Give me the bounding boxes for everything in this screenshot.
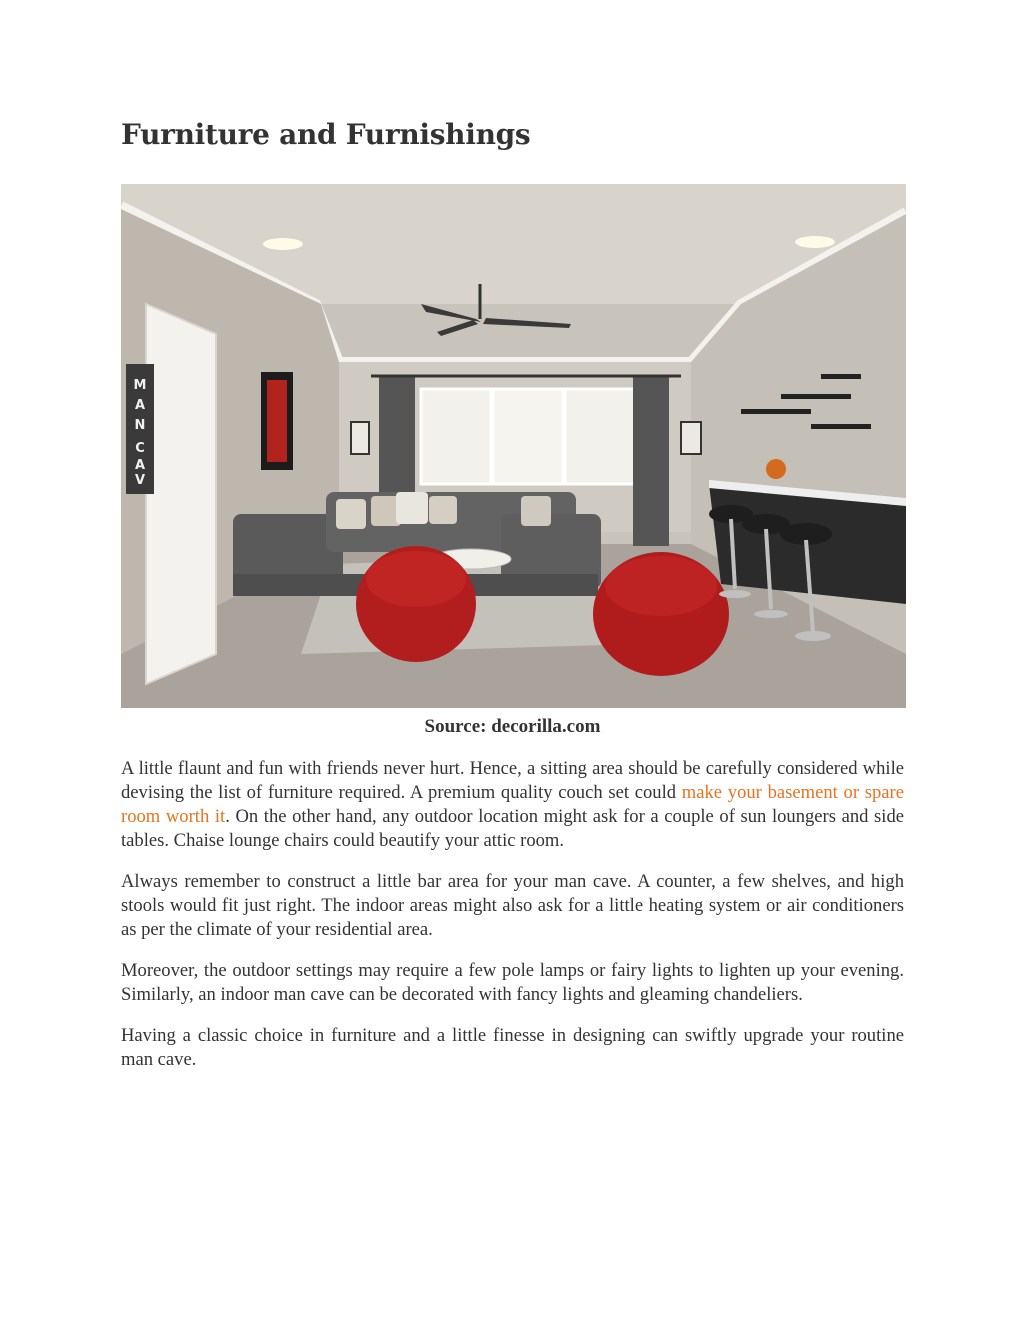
svg-text:V: V [134,473,146,488]
man-cave-photo [121,184,906,708]
paragraph-2: Always remember to construct a little bar area for your man cave. A counter, a few shelves, and high stools would fit just right. The indoor areas might also ask for a little heating system or air conditioners as per the climate of your residential area. [121,871,904,940]
man-cave-sign-text: M [133,378,147,393]
paragraph-1 [121,757,904,853]
image-caption: Source: decorilla.com [424,716,601,737]
paragraph-3: Moreover, the outdoor settings may require a few pole lamps or fairy lights to lighten up your evening. Similarly, an indoor man cave can be decorated with fancy lights and gleaming chandeliers. [121,960,904,1005]
svg-text:C: C [135,441,145,456]
page-title: Furniture and Furnishings [121,118,531,151]
paragraph-1-text-before: A little flaunt and fun with friends never hurt. Hence, a sitting area should be carefully considered while devising the list of furniture required. A premium quality couch set could [121,758,904,803]
paragraph-1-text-after: . On the other hand, any outdoor location might ask for a couple of sun loungers and side tables. Chaise lounge chairs could beautify your attic room. [121,806,904,851]
paragraph-4: Having a classic choice in furniture and a little finesse in designing can swiftly upgrade your routine man cave. [121,1025,904,1070]
basement-article-link[interactable]: make your basement or spare room worth it [121,782,904,827]
svg-text:N: N [134,418,146,433]
svg-text:A: A [134,398,146,413]
svg-text:A: A [134,458,146,473]
article-body [121,757,904,1089]
